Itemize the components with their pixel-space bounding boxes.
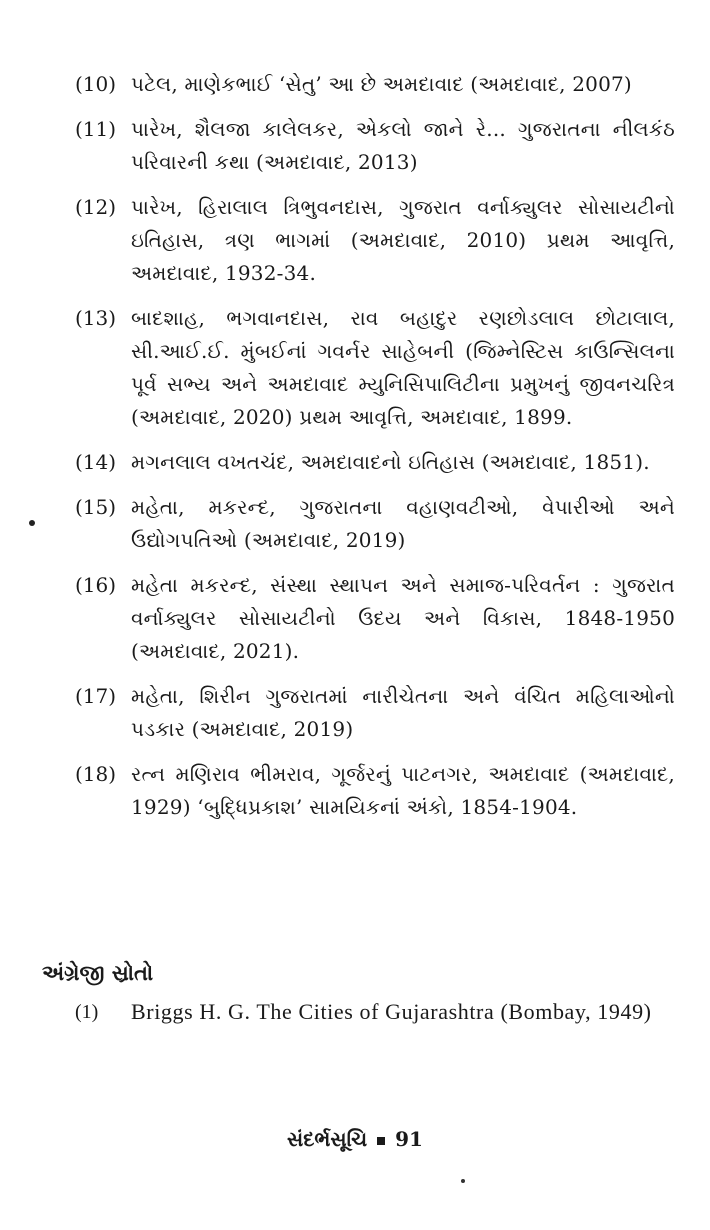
- reference-item: [75, 113, 675, 179]
- reference-item: [75, 68, 675, 101]
- reference-number: (1): [75, 1001, 99, 1023]
- reference-number: (12): [75, 195, 117, 219]
- reference-text: મહેતા, શિરીન ગુજરાતમાં નારીચેતના અને વંચિત મહિલાઓનો પડકાર (અમદાવાદ, 2019): [131, 684, 675, 741]
- reference-item: [75, 191, 675, 290]
- english-reference-list: [75, 996, 675, 1041]
- reference-text: પારેખ, હિરાલાલ ત્રિભુવનદાસ, ગુજરાત વર્નાક્યુલર સોસાયટીનો ઇતિહાસ, ત્રણ ભાગમાં (અમદાવાદ, 2010) પ્રથમ આવૃત્તિ, અમદાવાદ, 1932-34.: [131, 195, 675, 285]
- reference-text: બાદશાહ, ભગવાનદાસ, રાવ બહાદુર રણછોડલાલ છોટાલાલ, સી.આઈ.ઈ. મુંબઈનાં ગવર્નર સાહેબની (જિમ્નેસ્ટિસ કાઉન્સિલના પૂર્વ સભ્ય અને અમદાવાદ મ્યુનિસિપાલિટીના પ્રમુખનું જીવનચરિત્ર (અમદાવાદ, 2020) પ્રથમ આવૃત્તિ, અમદાવાદ, 1899.: [131, 306, 675, 429]
- reference-item: [75, 680, 675, 746]
- reference-text: પટેલ, માણેકભાઈ ‘સેતુ’ આ છે અમદાવાદ (અમદાવાદ, 2007): [131, 72, 632, 96]
- gujarati-reference-list: [75, 68, 675, 836]
- reference-number: (15): [75, 495, 117, 519]
- page-number: 91: [395, 1127, 423, 1151]
- reference-text: મહેતા, મકરન્દ, ગુજરાતના વહાણવટીઓ, વેપારીઓ અને ઉદ્યોગપતિઓ (અમદાવાદ, 2019): [131, 495, 675, 552]
- reference-item: [75, 302, 675, 434]
- reference-text: રત્ન મણિરાવ ભીમરાવ, ગૂર્જરનું પાટનગર, અમદાવાદ (અમદાવાદ, 1929) ‘બુદ્ધિપ્રકાશ’ સામયિકનાં અંકો, 1854-1904.: [131, 762, 675, 819]
- section-heading-english-sources: અંગ્રેજી સ્રોતો: [42, 960, 154, 985]
- reference-number: (17): [75, 684, 117, 708]
- footer-label: સંદર્ભસૂચિ: [287, 1127, 368, 1151]
- reference-item: [75, 758, 675, 824]
- margin-bullet-mark: [29, 520, 35, 526]
- footer-separator-square: [377, 1137, 385, 1145]
- reference-number: (16): [75, 573, 117, 597]
- reference-text: મહેતા મકરન્દ, સંસ્થા સ્થાપન અને સમાજ-પરિવર્તન : ગુજરાત વર્નાક્યુલર સોસાયટીનો ઉદય અને વિકાસ, 1848-1950 (અમદાવાદ, 2021).: [131, 573, 675, 663]
- reference-text: Briggs H. G. The Cities of Gujarashtra (Bombay, 1949): [131, 999, 652, 1024]
- reference-number: (18): [75, 762, 117, 786]
- reference-number: (11): [75, 117, 117, 141]
- reference-item: [75, 491, 675, 557]
- print-speck: [461, 1179, 465, 1183]
- reference-item: [75, 996, 675, 1029]
- reference-text: મગનલાલ વખતચંદ, અમદાવાદનો ઇતિહાસ (અમદાવાદ, 1851).: [131, 450, 650, 474]
- page-footer: [0, 1127, 710, 1151]
- reference-text: પારેખ, શૈલજા કાલેલકર, એકલો જાને રે... ગુજરાતના નીલકંઠ પરિવારની કથા (અમદાવાદ, 2013): [131, 117, 675, 174]
- reference-number: (14): [75, 450, 117, 474]
- reference-number: (10): [75, 72, 117, 96]
- reference-item: [75, 569, 675, 668]
- reference-item: [75, 446, 675, 479]
- reference-number: (13): [75, 306, 117, 330]
